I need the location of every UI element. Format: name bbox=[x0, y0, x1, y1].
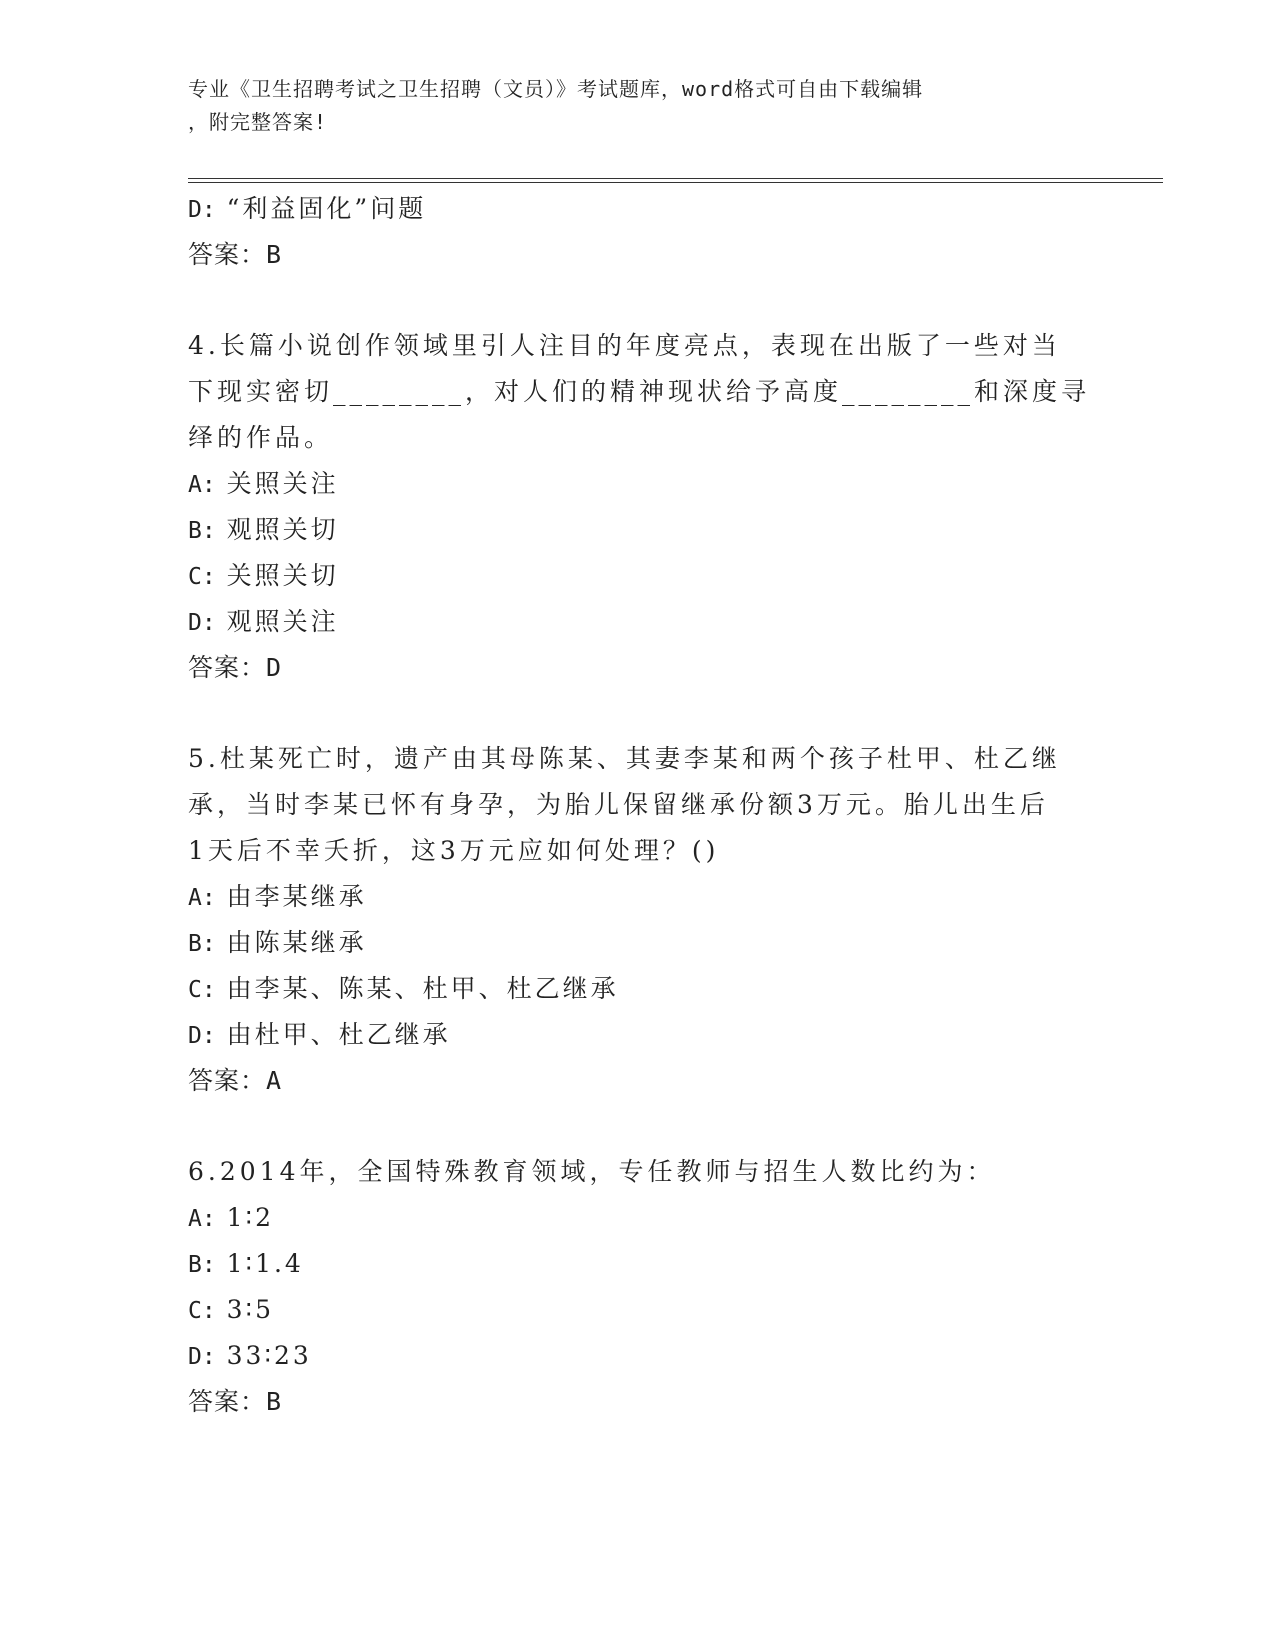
answer-value: A bbox=[266, 1066, 283, 1095]
stem-line: 绎的作品。 bbox=[188, 423, 334, 452]
option-text: 1∶1.4 bbox=[226, 1249, 304, 1278]
option-letter: A: bbox=[188, 885, 216, 911]
document-header bbox=[188, 73, 1068, 139]
option-letter: A: bbox=[188, 1206, 216, 1232]
option-text: 由陈某继承 bbox=[226, 928, 367, 957]
question-4-option-a bbox=[188, 461, 1068, 507]
option-letter: C: bbox=[188, 977, 216, 1003]
option-text: 33∶23 bbox=[226, 1341, 312, 1370]
question-5-answer bbox=[188, 1058, 1068, 1104]
question-5-option-c bbox=[188, 966, 1068, 1012]
option-text: 3∶5 bbox=[226, 1295, 274, 1324]
stem-line: 承，当时李某已怀有身孕，为胎儿保留继承份额3万元。胎儿出生后 bbox=[188, 790, 1049, 819]
question-5-option-d bbox=[188, 1012, 1068, 1058]
stem-line: 下现实密切________，对人们的精神现状给予高度________和深度寻 bbox=[188, 377, 1091, 406]
option-letter: D: bbox=[188, 1023, 216, 1049]
header-divider bbox=[188, 178, 1163, 183]
option-text: 观照关切 bbox=[226, 515, 339, 544]
option-letter: D: bbox=[188, 197, 216, 223]
option-letter: C: bbox=[188, 1298, 216, 1324]
stem-line: 4.长篇小说创作领域里引人注目的年度亮点，表现在出版了一些对当 bbox=[188, 331, 1061, 360]
question-4-option-c bbox=[188, 553, 1068, 599]
option-letter: B: bbox=[188, 1252, 216, 1278]
prev-option-d bbox=[188, 186, 1068, 232]
answer-value: D bbox=[266, 653, 283, 682]
prev-answer bbox=[188, 232, 1068, 278]
question-6-option-b bbox=[188, 1241, 1068, 1287]
option-text: 1∶2 bbox=[226, 1203, 274, 1232]
question-4-answer bbox=[188, 645, 1068, 691]
question-4-stem bbox=[188, 323, 1091, 461]
option-text: 观照关注 bbox=[226, 607, 339, 636]
header-line-1: 专业《卫生招聘考试之卫生招聘（文员）》考试题库，word格式可自由下载编辑 bbox=[188, 77, 924, 101]
option-text: “利益固化”问题 bbox=[226, 194, 427, 223]
question-content bbox=[188, 186, 1091, 1425]
option-text: 由李某、陈某、杜甲、杜乙继承 bbox=[226, 974, 619, 1003]
spacer bbox=[188, 278, 1068, 323]
answer-value: B bbox=[266, 1387, 283, 1416]
option-text: 由杜甲、杜乙继承 bbox=[226, 1020, 451, 1049]
question-6-answer bbox=[188, 1379, 1068, 1425]
option-text: 关照关切 bbox=[226, 561, 339, 590]
question-5-stem bbox=[188, 736, 1068, 874]
question-6-option-c bbox=[188, 1287, 1068, 1333]
question-5-option-b bbox=[188, 920, 1068, 966]
answer-label: 答案： bbox=[188, 240, 267, 269]
spacer bbox=[188, 691, 1068, 736]
option-text: 由李某继承 bbox=[226, 882, 367, 911]
header-line-2: ，附完整答案! bbox=[188, 110, 328, 134]
option-letter: A: bbox=[188, 472, 216, 498]
stem-line: 5.杜某死亡时，遗产由其母陈某、其妻李某和两个孩子杜甲、杜乙继 bbox=[188, 744, 1061, 773]
answer-value: B bbox=[266, 240, 283, 269]
option-letter: B: bbox=[188, 518, 216, 544]
question-4-option-b bbox=[188, 507, 1068, 553]
spacer bbox=[188, 1104, 1068, 1149]
question-6-option-d bbox=[188, 1333, 1068, 1379]
question-5-option-a bbox=[188, 874, 1068, 920]
option-letter: D: bbox=[188, 1344, 216, 1370]
option-letter: D: bbox=[188, 610, 216, 636]
question-4-option-d bbox=[188, 599, 1068, 645]
answer-label: 答案： bbox=[188, 1066, 267, 1095]
option-text: 关照关注 bbox=[226, 469, 339, 498]
stem-line: 1天后不幸夭折，这3万元应如何处理？() bbox=[188, 836, 720, 865]
option-letter: C: bbox=[188, 564, 216, 590]
stem-line: 6.2014年，全国特殊教育领域，专任教师与招生人数比约为： bbox=[188, 1157, 996, 1186]
question-6-option-a bbox=[188, 1195, 1068, 1241]
question-6-stem bbox=[188, 1149, 1068, 1195]
option-letter: B: bbox=[188, 931, 216, 957]
answer-label: 答案： bbox=[188, 653, 267, 682]
answer-label: 答案： bbox=[188, 1387, 267, 1416]
